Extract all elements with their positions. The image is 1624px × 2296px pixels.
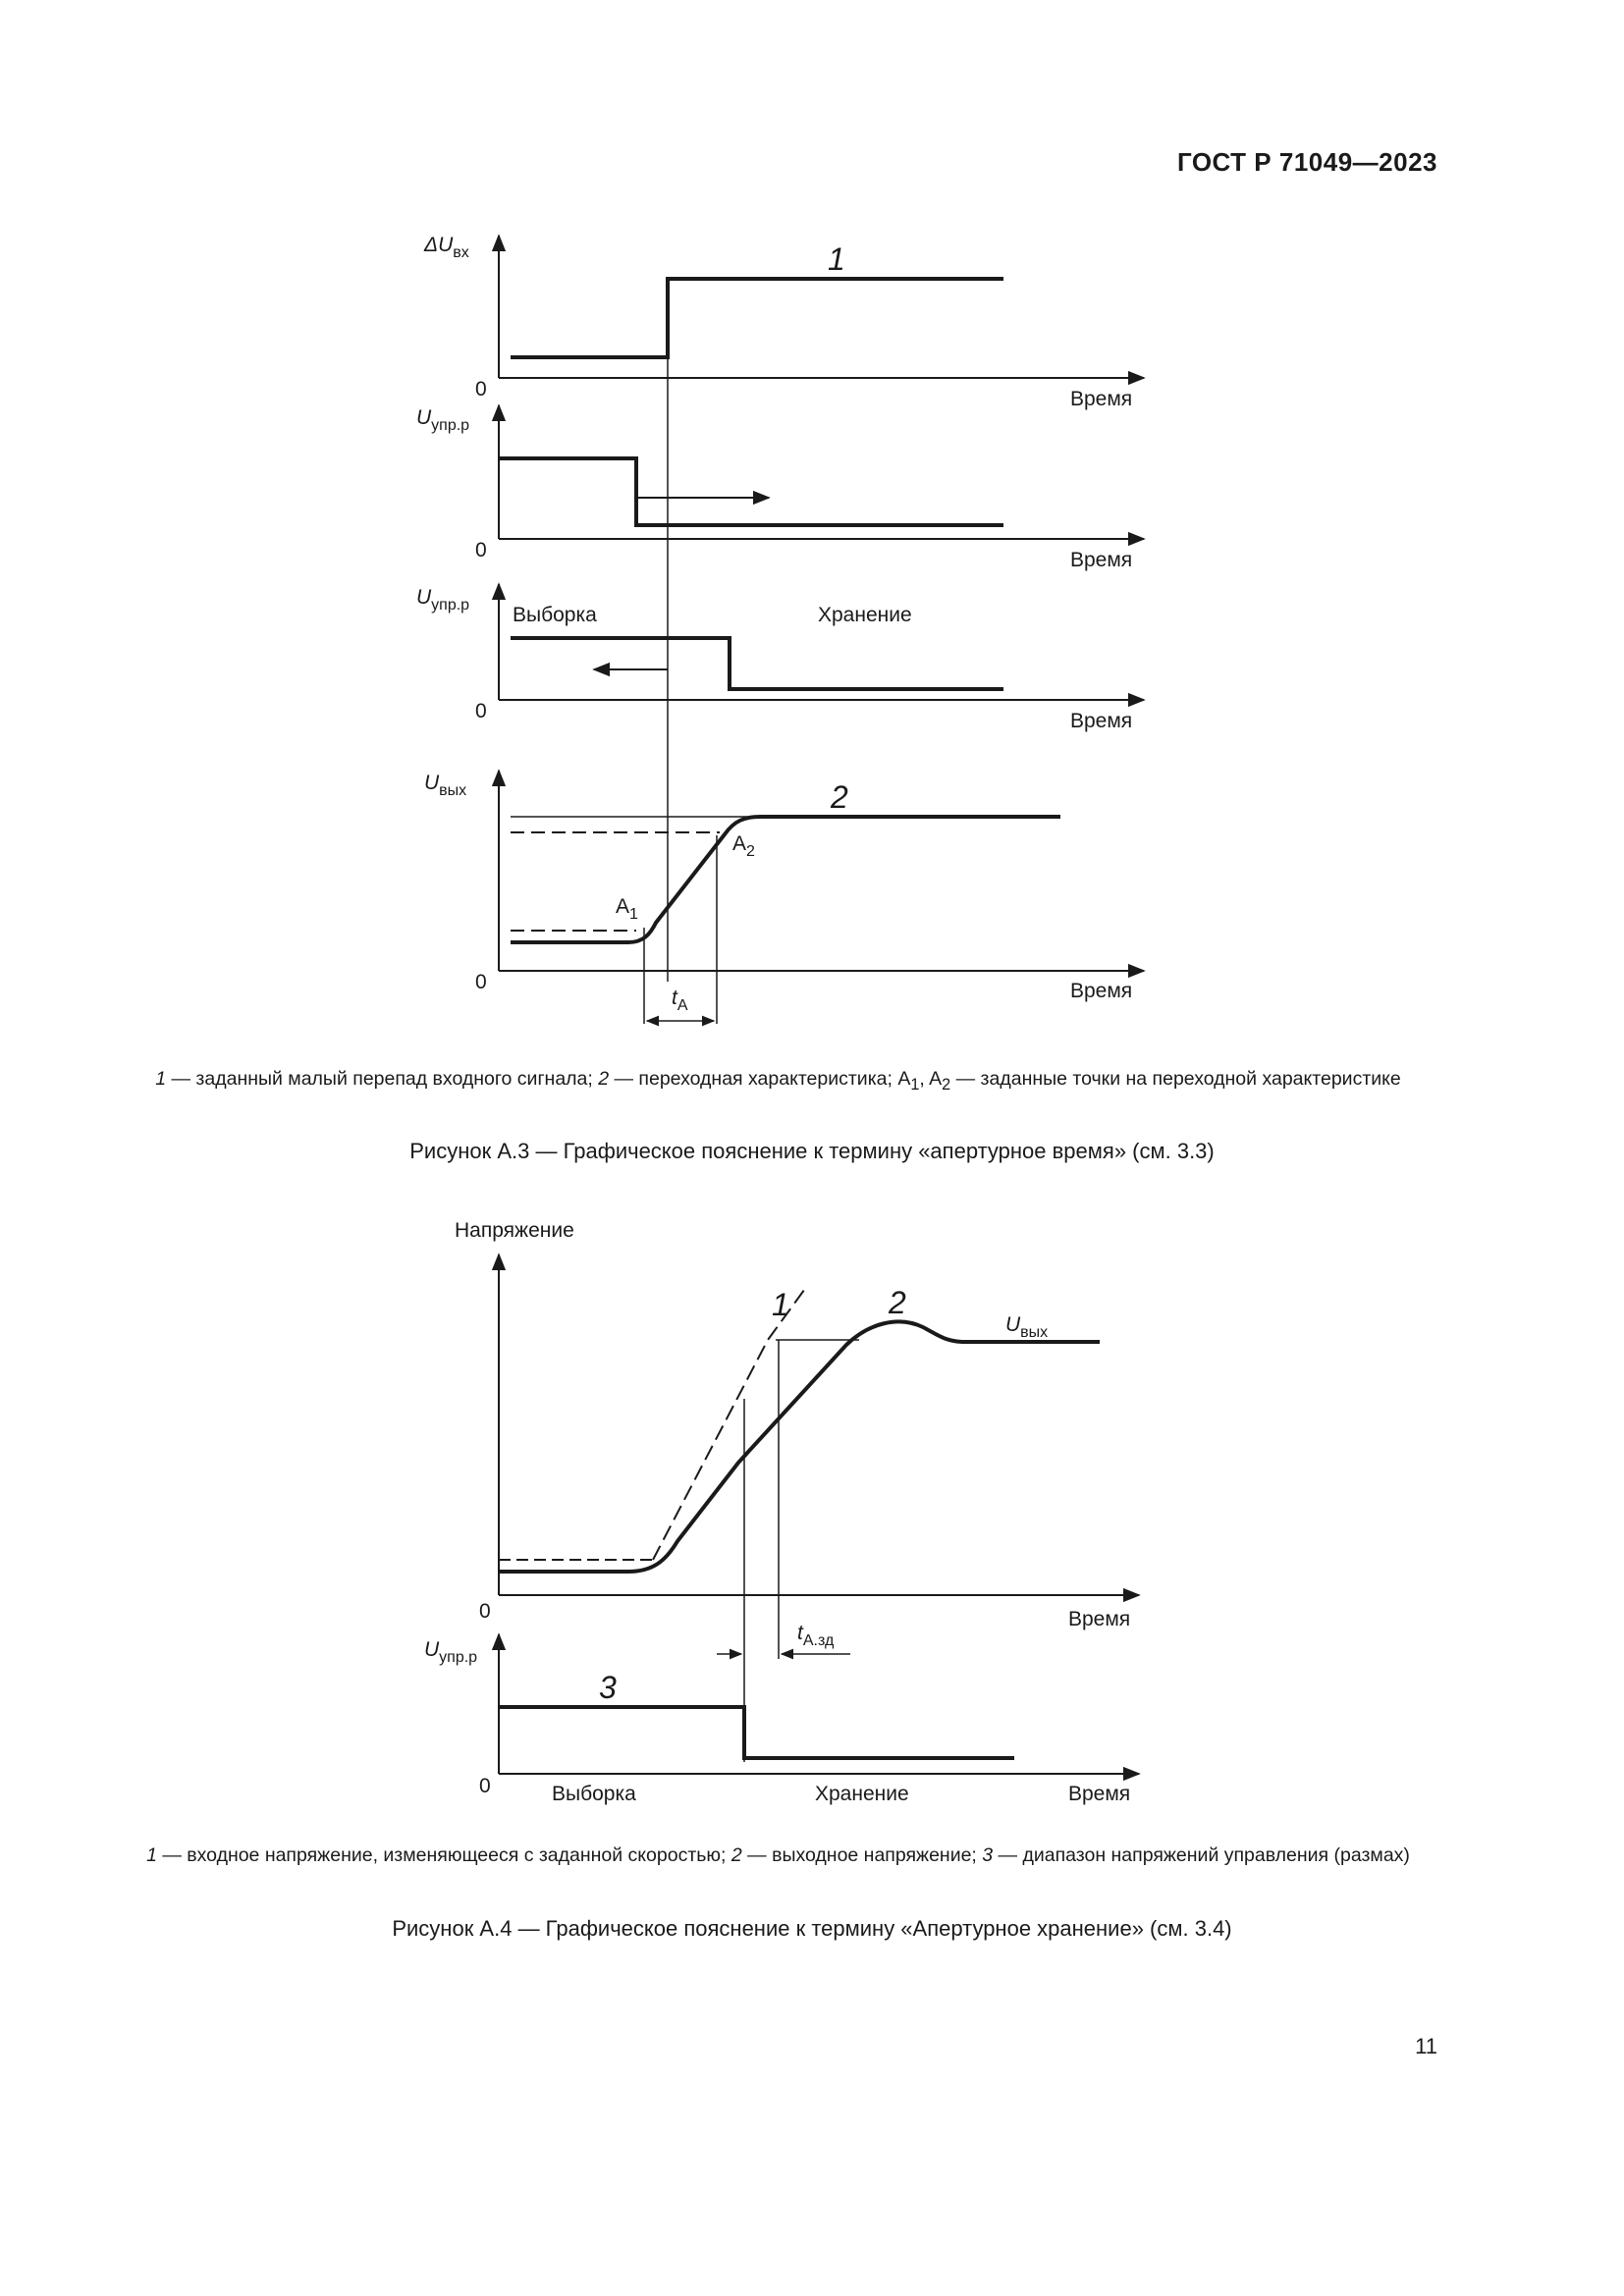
panel3-axes	[499, 584, 1144, 700]
figure-a4-legend: 1 — входное напряжение, изменяющееся с заданной скоростью; 2 — выходное напряжение; 3 — диапазон напряжений управления (размах)	[146, 1844, 1410, 1866]
figure-a4-labels	[424, 1219, 1130, 1805]
p1-zero: 0	[475, 378, 487, 400]
svg-text:A1	[616, 895, 638, 923]
point-a1: A	[616, 895, 630, 918]
interval-ta: t	[672, 987, 677, 1009]
p3-sample-label: Выборка	[513, 604, 597, 626]
a4-ylabel: Напряжение	[455, 1219, 574, 1242]
svg-text:tA	[672, 987, 688, 1014]
p1-ylabel: ΔU	[424, 234, 454, 256]
p1-xlabel: Время	[1070, 388, 1133, 410]
p3-zero: 0	[475, 700, 487, 722]
svg-text:Uвых	[424, 772, 466, 799]
p4-ylabel-sub: вых	[439, 782, 467, 799]
p2-xlabel: Время	[1070, 549, 1133, 571]
a4-bottom-xlabel: Время	[1068, 1783, 1131, 1805]
page-number: 11	[1415, 2034, 1437, 2058]
curve-label-1: 1	[772, 1287, 789, 1322]
interval-ta-sub: A	[677, 997, 688, 1014]
a4-ctrl-ylabel-sub: упр.р	[439, 1649, 478, 1666]
p2-zero: 0	[475, 539, 487, 561]
figure-a3-labels	[416, 234, 1132, 1014]
a4-top-axes	[499, 1255, 1139, 1595]
curve-label-2: 2	[889, 1285, 906, 1320]
p4-xlabel: Время	[1070, 980, 1133, 1002]
svg-text:ΔUвх	[423, 234, 469, 261]
a4-ctrl-ylabel: U	[424, 1638, 440, 1661]
svg-text:Uупр.р	[416, 586, 469, 614]
output-label-sub: вых	[1020, 1324, 1049, 1341]
transient-response-curve	[511, 817, 1060, 942]
svg-text:Uупр.р	[424, 1638, 477, 1666]
point-a2-sub: 2	[746, 843, 755, 860]
document-header: ГОСТ Р 71049—2023	[1176, 147, 1437, 177]
output-voltage-curve	[499, 1321, 1100, 1572]
a4-sample-label: Выборка	[552, 1783, 636, 1805]
curve-label-2: 2	[831, 779, 848, 815]
figure-a3-legend: 1 — заданный малый перепад входного сигнала; 2 — переходная характеристика; $A_1$, $A_2$ — заданные точки на переходной характеристике	[155, 1068, 1401, 1094]
svg-text:tA.зд	[797, 1622, 835, 1649]
figure-a3-title: Рисунок А.3 — Графическое пояснение к термину «апертурное время» (см. 3.3)	[409, 1139, 1215, 1163]
curve-label-1: 1	[828, 241, 845, 277]
p4-zero: 0	[475, 971, 487, 993]
delay-label: t	[797, 1622, 803, 1644]
p2-ylabel-sub: упр.р	[431, 417, 470, 434]
input-step-curve	[511, 279, 1003, 357]
control-signal-delayed	[511, 638, 1003, 689]
svg-text:Uвых	[1005, 1313, 1048, 1341]
svg-text:Uупр.р	[416, 406, 469, 434]
p3-ylabel-sub: упр.р	[431, 597, 470, 614]
p4-ylabel: U	[424, 772, 440, 794]
a4-bottom-axes	[499, 1634, 1139, 1774]
a4-hold-label: Хранение	[815, 1783, 909, 1805]
a4-xlabel: Время	[1068, 1608, 1131, 1630]
p3-hold-label: Хранение	[818, 604, 912, 626]
point-a2: A	[732, 832, 747, 855]
control-signal-falling	[499, 458, 1003, 525]
p2-ylabel: U	[416, 406, 432, 429]
figure-a3	[499, 236, 1144, 1024]
input-ramp-dashed	[653, 1286, 807, 1560]
delay-label-sub: A.зд	[802, 1632, 835, 1649]
output-label: U	[1005, 1313, 1021, 1336]
curve-label-3: 3	[599, 1670, 617, 1705]
a4-bottom-zero: 0	[479, 1775, 491, 1797]
panel2-axes	[499, 405, 1144, 539]
a4-zero: 0	[479, 1600, 491, 1623]
p3-ylabel: U	[416, 586, 432, 609]
point-a1-sub: 1	[629, 906, 638, 923]
p1-ylabel-sub: вх	[453, 244, 469, 261]
control-voltage-curve	[499, 1707, 1014, 1758]
p3-xlabel: Время	[1070, 710, 1133, 732]
svg-text:A2	[732, 832, 755, 860]
figure-a4-title: Рисунок А.4 — Графическое пояснение к термину «Апертурное хранение» (см. 3.4)	[392, 1916, 1232, 1941]
